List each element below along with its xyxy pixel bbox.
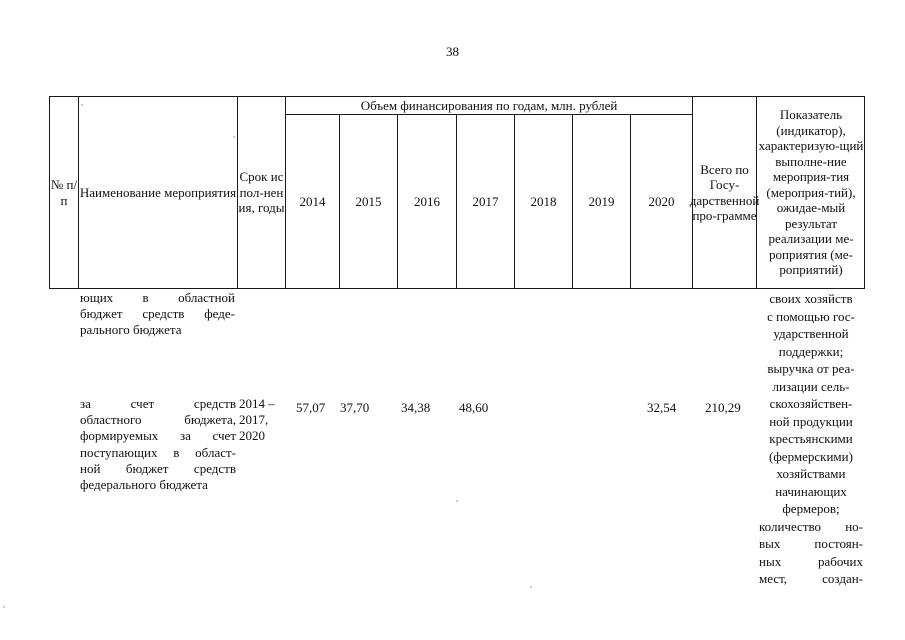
indicator-line: ной продукции: [769, 413, 853, 429]
indicator-line: ударственной: [773, 326, 849, 341]
indicator-line: фермеров;: [782, 501, 840, 516]
name-line: за счет средств: [80, 396, 236, 411]
indicator-line: скохозяйствен-: [769, 396, 853, 411]
row-top-name: [80, 290, 235, 339]
indicator-line: начинающих: [775, 483, 847, 499]
header-year-2014: 2014: [299, 193, 326, 209]
scan-speck: [530, 586, 532, 588]
value-total: 210,29: [705, 400, 741, 415]
header-total: Всего по Госу-дарственной про-грамме: [689, 161, 760, 223]
value-2016: 34,38: [401, 400, 431, 415]
scan-speck: [456, 500, 458, 502]
indicator-line: количество но-: [759, 518, 863, 534]
indicator-line: своих хозяйств: [769, 291, 853, 306]
name-line: рального бюджета: [80, 322, 182, 338]
header-year-2018: 2018: [530, 193, 557, 209]
scan-speck: [233, 136, 235, 138]
header-year-2020: 2020: [648, 193, 675, 209]
scan-speck: [81, 104, 83, 106]
indicator-line: хозяйствами: [776, 466, 846, 481]
row-main-name: [80, 396, 236, 493]
name-line: бюджет средств феде-: [80, 306, 235, 322]
term-line: 2017,: [239, 412, 269, 428]
table-header: [49, 96, 865, 289]
name-line: ной бюджет средств: [80, 460, 236, 476]
header-year-2015: 2015: [355, 193, 382, 209]
name-line: поступающих в област-: [80, 444, 236, 460]
indicator-line: крестьянскими: [769, 431, 853, 446]
value-2014: 57,07: [296, 400, 326, 415]
indicator-line: ных рабочих: [759, 553, 863, 569]
header-year-2017: 2017: [472, 193, 499, 209]
indicator-line: поддержки;: [778, 343, 844, 359]
term-line: 2014 –: [239, 396, 275, 411]
header-name: Наименование мероприятия: [79, 184, 237, 200]
indicator-line: выручка от реа-: [767, 361, 855, 376]
header-num: № п/п: [50, 176, 78, 208]
name-line: формируемых за счет: [80, 428, 236, 444]
indicator-line: мест, создан-: [759, 571, 863, 586]
header-year-2016: 2016: [414, 193, 440, 209]
scan-speck: [3, 606, 5, 608]
name-line: областного бюджета,: [80, 412, 236, 428]
value-2017: 48,60: [459, 400, 489, 415]
name-line: федерального бюджета: [80, 477, 208, 493]
page-number: 38: [446, 44, 459, 59]
value-2020: 32,54: [647, 400, 677, 415]
header-indicator: Показатель (индикатор), характеризую-щий выполне-ние мероприя-тия (мероприя-тий), ожидае-мый результат реализации ме-роприятия (ме-роприятий): [758, 107, 864, 278]
indicator-line: с помощью гос-: [767, 308, 855, 324]
header-financing: Объем финансирования по годам, млн. рублей: [360, 97, 618, 113]
header-term: Срок испол-нения, годы: [238, 169, 285, 216]
indicator-line: вых постоян-: [759, 536, 863, 551]
header-year-2019: 2019: [588, 193, 615, 209]
name-line: ющих в областной: [80, 290, 235, 305]
indicator-line: лизации сель-: [772, 378, 850, 394]
indicator-text: [759, 290, 863, 588]
value-2015: 37,70: [340, 400, 370, 415]
term-line: 2020: [239, 428, 265, 444]
indicator-line: (фермерскими): [769, 448, 853, 464]
row-main-term: [239, 396, 287, 445]
